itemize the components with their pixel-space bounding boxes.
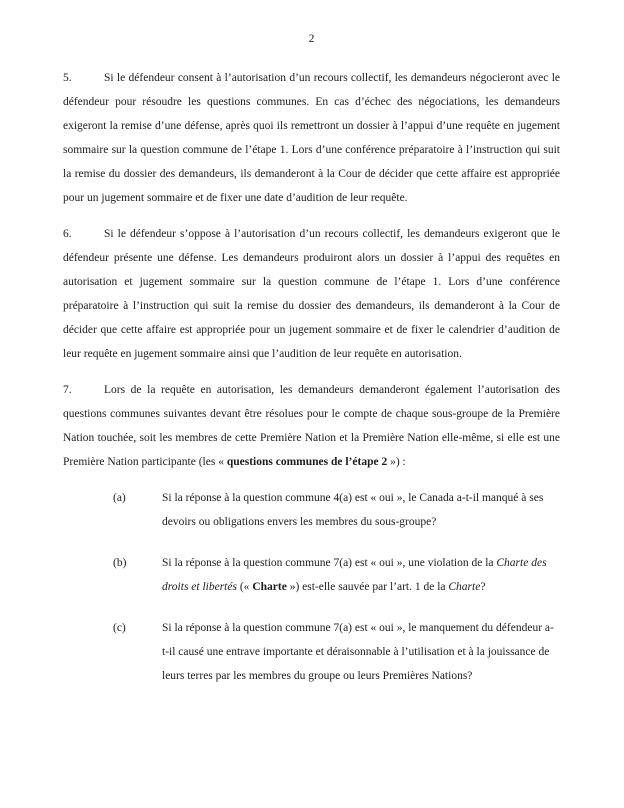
subitem-b-text: Si la réponse à la question commune 7(a) est « oui », une violation de la Charte des droits et libertés (« Charte ») est-elle sauvée par l’art. 1 de la Charte? <box>162 557 547 593</box>
paragraph-7-text: Lors de la requête en autorisation, les demandeurs demanderont également l’autorisation des questions communes suivantes devant être résolues pour le compte de chaque sous-groupe de la Première Nation touchée, soit les membres de cette Première Nation et la Première Nation elle-même, si elle est une Première Nation participante (les « questions communes de l’étape 2 ») : <box>63 384 560 468</box>
paragraph-7-number: 7. <box>63 384 72 396</box>
paragraph-7 <box>63 378 560 474</box>
subitem-b-label: (b) <box>113 557 127 569</box>
subitem-list <box>63 486 560 688</box>
paragraph-5-number: 5. <box>63 72 72 84</box>
paragraph-6-number: 6. <box>63 228 72 240</box>
subitem-c-label: (c) <box>113 622 126 634</box>
subitem-a-label: (a) <box>113 492 126 504</box>
subitem-c <box>113 616 560 688</box>
subitem-a-text: Si la réponse à la question commune 4(a) est « oui », le Canada a-t-il manqué à ses devoirs ou obligations envers les membres du sous-groupe? <box>162 492 544 528</box>
page-number: 2 <box>308 33 315 45</box>
paragraph-6 <box>63 222 560 366</box>
paragraph-5 <box>63 66 560 210</box>
subitem-a <box>113 486 560 534</box>
subitem-c-text: Si la réponse à la question commune 7(a) est « oui », le manquement du défendeur a-t-il causé une entrave importante et déraisonnable à l’utilisation et à la jouissance de leurs terres par les membres du groupe ou leurs Premières Nations? <box>162 622 554 682</box>
subitem-b <box>113 551 560 599</box>
paragraph-6-text: Si le défendeur s’oppose à l’autorisation d’un recours collectif, les demandeurs exigeront que le défendeur présente une défense. Les demandeurs produiront alors un dossier à l’appui des requêtes en autorisation et jugement sommaire sur la question commune de l’étape 1. Lors d’une conférence préparatoire à l’instruction qui suit la remise du dossier des demandeurs, ils demanderont à la Cour de décider que cette affaire est appropriée pour un jugement sommaire et de fixer le calendrier d’audition de leur requête en jugement sommaire ainsi que l’audition de leur requête en autorisation. <box>63 228 560 360</box>
paragraph-5-text: Si le défendeur consent à l’autorisation d’un recours collectif, les demandeurs négocieront avec le défendeur pour résoudre les questions communes. En cas d’échec des négociations, les demandeurs exigeront la remise d’une défense, après quoi ils remettront un dossier à l’appui d’une requête en jugement sommaire sur la question commune de l’étape 1. Lors d’une conférence préparatoire à l’instruction qui suit la remise du dossier des demandeurs, ils demanderont à la Cour de décider que cette affaire est appropriée pour un jugement sommaire et de fixer une date d’audition de leur requête. <box>63 72 560 204</box>
